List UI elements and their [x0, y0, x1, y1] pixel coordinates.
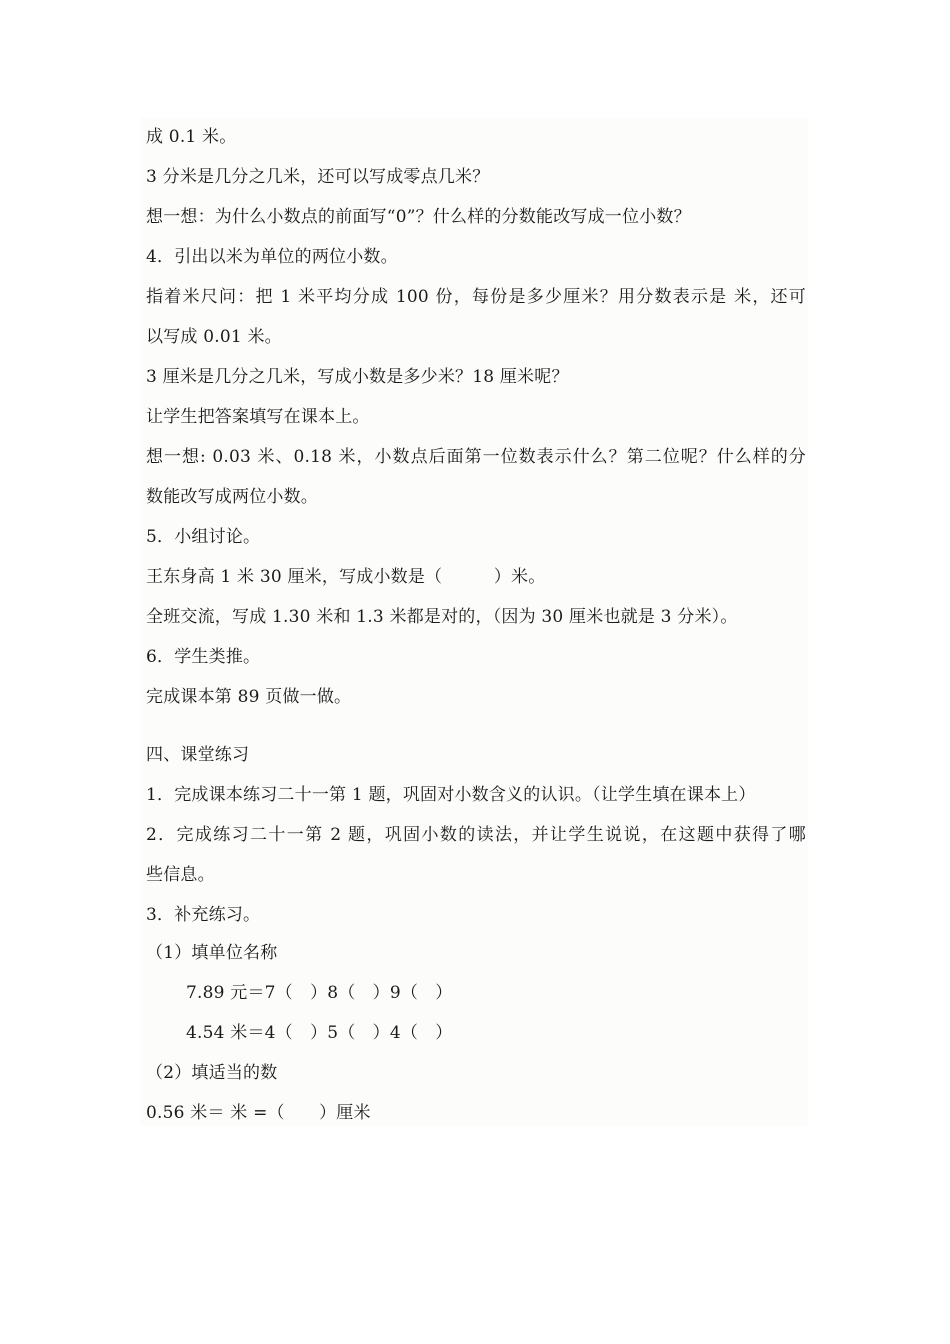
text-line-practice-3: 3．补充练习。 [146, 905, 261, 925]
text-line-class-exchange: 全班交流，写成 1.30 米和 1.3 米都是对的，（因为 30 厘米也就是 3 分米）。 [146, 607, 738, 627]
text-line-ruler-question: 指着米尺问：把 1 米平均分成 100 份，每份是多少厘米？用分数表示是 米，还可 [146, 287, 806, 307]
text-line-think-two: 想一想: 0.03 米、0.18 米，小数点后面第一位数表示什么？第二位呢？什么样的分 [146, 447, 806, 467]
document-body [140, 118, 808, 1126]
text-line-think-two-cont: 数能改写成两位小数。 [146, 487, 318, 507]
text-line-step-4: 4．引出以米为单位的两位小数。 [146, 247, 398, 267]
text-line-exercise-cm: 0.56 米＝ 米 =（ ）厘米 [146, 1103, 371, 1123]
text-line-practice-1: 1．完成课本练习二十一第 1 题，巩固对小数含义的认识。（让学生填在课本上） [146, 785, 756, 805]
text-line-step-5: 5．小组讨论。 [146, 527, 261, 547]
text-line-fill-numbers: （2）填适当的数 [146, 1063, 278, 1083]
text-line-fill-textbook: 让学生把答案填写在课本上。 [146, 407, 370, 427]
text-line-practice-2-cont: 些信息。 [146, 865, 215, 885]
text-line-height-question: 王东身高 1 米 30 厘米，写成小数是（ ）米。 [146, 567, 546, 587]
text-line-exercise-meter: 4.54 米＝4（ ）5（ ）4（ ） [186, 1023, 453, 1043]
text-line-think-one: 想一想：为什么小数点的前面写“0”？什么样的分数能改写成一位小数？ [146, 207, 691, 227]
text-line-step-6: 6．学生类推。 [146, 647, 261, 667]
text-line-question-decimeter: 3 分米是几分之几米，还可以写成零点几米？ [146, 167, 490, 187]
section-heading-practice: 四、课堂练习 [146, 745, 250, 765]
text-line-exercise-yuan: 7.89 元＝7（ ）8（ ）9（ ） [186, 983, 453, 1003]
text-line-practice-2: 2．完成练习二十一第 2 题，巩固小数的读法，并让学生说说，在这题中获得了哪 [146, 825, 806, 845]
text-line-centimeter-question: 3 厘米是几分之几米，写成小数是多少米？18 厘米呢？ [146, 367, 569, 387]
text-line-ruler-question-cont: 以写成 0.01 米。 [146, 327, 282, 347]
text-line-textbook-page: 完成课本第 89 页做一做。 [146, 687, 352, 707]
text-line-continuation: 成 0.1 米。 [146, 127, 237, 147]
text-line-fill-units: （1）填单位名称 [146, 943, 278, 963]
